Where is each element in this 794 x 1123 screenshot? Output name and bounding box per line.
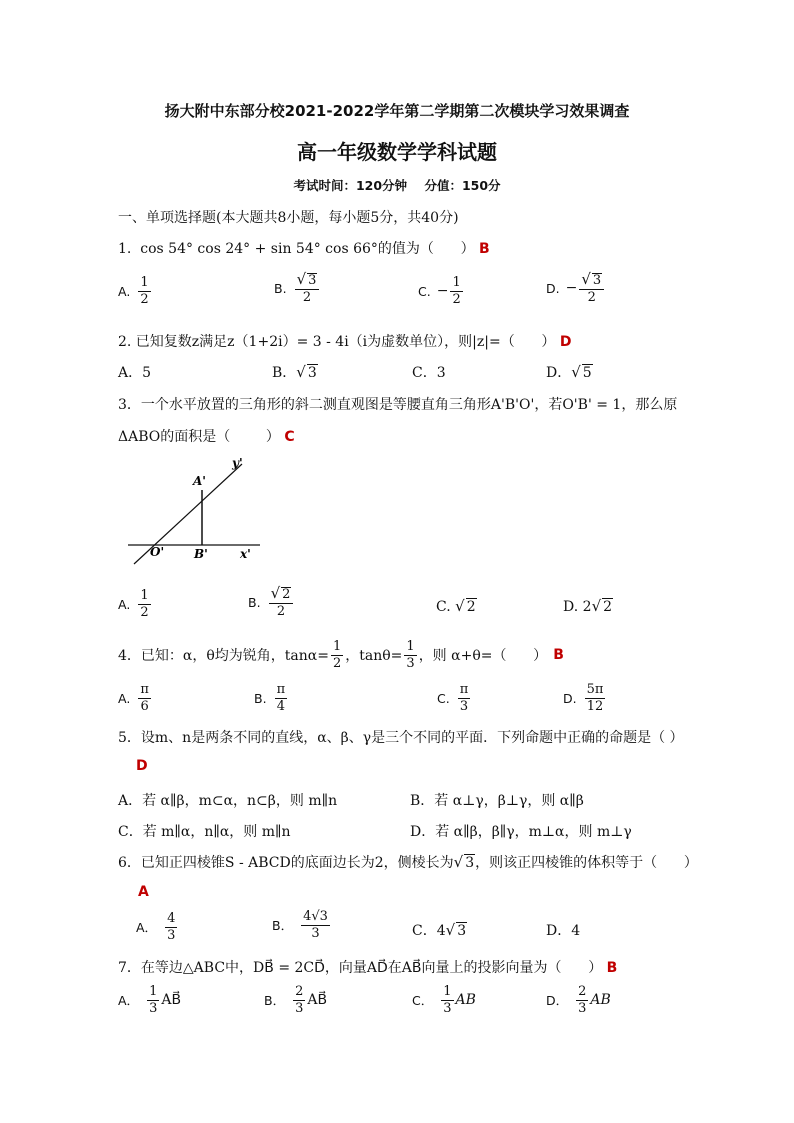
q5-option-a: A．若 α∥β，m⊂α，n⊂β，则 m∥n bbox=[118, 793, 338, 809]
denominator: 3 bbox=[443, 1000, 452, 1016]
numerator: 2 bbox=[295, 984, 304, 999]
question-7 bbox=[118, 957, 617, 977]
denominator: 3 bbox=[167, 927, 176, 943]
q5-option-d: D．若 α∥β，β∥γ，m⊥α，则 m⊥γ bbox=[410, 824, 632, 840]
question-3-line2 bbox=[118, 426, 295, 446]
y-prime-label: y' bbox=[232, 456, 243, 470]
option-label: D． bbox=[546, 993, 569, 1009]
option-label: B. bbox=[254, 690, 267, 706]
question-4 bbox=[118, 640, 564, 670]
q2-option-a: A．5 bbox=[118, 365, 152, 381]
numerator: π bbox=[276, 682, 286, 697]
numerator: 1 bbox=[332, 639, 342, 654]
option-label: D. bbox=[563, 599, 579, 615]
numerator: 1 bbox=[149, 984, 158, 999]
radicand: 3 bbox=[465, 855, 475, 871]
x-prime-label: x' bbox=[240, 547, 251, 561]
option-label: A． bbox=[136, 920, 158, 936]
a-prime-label: A' bbox=[193, 474, 206, 488]
segment-ab: AB bbox=[590, 992, 611, 1009]
option-label: A． bbox=[118, 993, 140, 1009]
denominator: 2 bbox=[587, 289, 596, 305]
numerator: 1 bbox=[452, 275, 461, 290]
question-3-line1: 3．一个水平放置的三角形的斜二测直观图是等腰直角三角形A'B'O'，若O'B' = 1，那么原 bbox=[118, 397, 678, 413]
radical-sign: √ bbox=[453, 853, 464, 871]
option-label: C. bbox=[418, 283, 431, 299]
fraction bbox=[138, 589, 150, 619]
q6-option-b bbox=[272, 910, 332, 940]
option-label: C. bbox=[437, 690, 450, 706]
option-label: D． bbox=[546, 365, 572, 381]
question-5: 5．设m、n是两条不同的直线，α、β、γ是三个不同的平面．下列命题中正确的命题是（ ） bbox=[118, 730, 684, 746]
q1-option-c bbox=[418, 276, 465, 306]
numerator: 1 bbox=[140, 275, 149, 290]
fraction bbox=[269, 586, 294, 618]
denominator: 2 bbox=[302, 289, 312, 305]
answer-mark: B bbox=[479, 241, 490, 257]
denominator: 3 bbox=[149, 1000, 158, 1016]
numerator: 4√3 bbox=[303, 909, 328, 924]
denominator: 3 bbox=[311, 925, 320, 941]
option-label: B． bbox=[272, 365, 297, 381]
radicand: 3 bbox=[457, 923, 467, 939]
numerator: π bbox=[140, 682, 149, 697]
q7-option-a bbox=[118, 985, 181, 1015]
q2-option-c: C．3 bbox=[412, 365, 446, 381]
oblique-projection-figure bbox=[118, 452, 268, 572]
denominator: 3 bbox=[578, 1000, 587, 1016]
q4-option-b bbox=[254, 683, 289, 713]
answer-mark: D bbox=[559, 334, 572, 350]
answer-mark: D bbox=[136, 758, 148, 774]
denominator: 4 bbox=[276, 698, 285, 714]
option-label: A. bbox=[118, 596, 131, 612]
question-stem: 1. cos 54° cos 24° + sin 54° cos 66°的值为（ ） bbox=[118, 241, 475, 257]
fraction bbox=[404, 640, 416, 670]
option-label: B. bbox=[248, 594, 261, 610]
question-6 bbox=[118, 852, 698, 872]
radical-sign: √ bbox=[455, 597, 465, 615]
option-label: B. bbox=[274, 280, 287, 296]
minus-sign: − bbox=[436, 283, 449, 300]
question-stem-part: ，则该正四棱锥的体积等于（ ） bbox=[475, 855, 698, 871]
q2-option-d bbox=[546, 362, 593, 382]
q5-option-c: C．若 m∥α，n∥α，则 m∥n bbox=[118, 824, 291, 840]
q1-option-b bbox=[274, 272, 321, 304]
denominator: 2 bbox=[140, 291, 149, 307]
fraction bbox=[441, 985, 453, 1015]
fraction bbox=[293, 985, 305, 1015]
denominator: 2 bbox=[452, 291, 461, 307]
radical-sign: √ bbox=[445, 921, 456, 939]
coefficient: 2 bbox=[582, 599, 592, 615]
option-label: C．4 bbox=[412, 923, 446, 939]
q4-option-a bbox=[118, 683, 153, 713]
numerator: √ 3 bbox=[295, 272, 320, 290]
numerator: 1 bbox=[140, 588, 149, 603]
question-stem-part: 4．已知：α，θ均为锐角，tanα= bbox=[118, 648, 329, 665]
question-stem: ΔABO的面积是（ ） bbox=[118, 429, 280, 445]
radical-sign: √ bbox=[296, 363, 306, 381]
question-1 bbox=[118, 238, 490, 258]
denominator: 2 bbox=[140, 604, 149, 620]
numerator: 4 bbox=[167, 911, 176, 926]
q3-option-d bbox=[563, 597, 613, 615]
q7-option-b bbox=[264, 985, 327, 1015]
school-header: 扬大附中东部分校2021-2022学年第二学期第二次模块学习效果调查 bbox=[164, 102, 630, 120]
q3-option-a bbox=[118, 589, 153, 619]
q6-option-c bbox=[412, 920, 467, 940]
option-label: A. bbox=[118, 283, 131, 299]
radicand: 2 bbox=[466, 599, 476, 615]
minus-sign: − bbox=[565, 280, 578, 297]
denominator: 2 bbox=[276, 603, 286, 619]
radicand: 2 bbox=[603, 599, 613, 615]
fraction bbox=[576, 985, 588, 1015]
numerator: 5π bbox=[586, 682, 604, 697]
fraction bbox=[165, 912, 177, 942]
q4-option-c bbox=[437, 683, 472, 713]
numerator: 1 bbox=[443, 984, 452, 999]
q1-option-d bbox=[546, 272, 606, 304]
fraction bbox=[138, 683, 151, 713]
question-stem-part: ，tanθ= bbox=[345, 648, 403, 665]
question-stem: 7．在等边△ABC中，DB⃗ = 2CD⃗，向量AD⃗在AB⃗向量上的投影向量为（ ） bbox=[118, 960, 603, 976]
numerator: √ 2 bbox=[269, 586, 294, 604]
radical-sign: √ bbox=[571, 363, 581, 381]
q5-option-b: B．若 α⊥γ，β⊥γ，则 α∥β bbox=[410, 793, 584, 809]
denominator: 12 bbox=[586, 698, 604, 714]
q1-option-a bbox=[118, 276, 153, 306]
numerator: 2 bbox=[578, 984, 587, 999]
question-2 bbox=[118, 331, 571, 351]
fraction bbox=[331, 640, 343, 670]
q3-option-c bbox=[436, 597, 477, 615]
question-stem: 2. 已知复数z满足z（1+2i）= 3 - 4i（i为虚数单位），则|z|=（ ） bbox=[118, 334, 556, 350]
fraction bbox=[450, 276, 462, 306]
option-label: D. bbox=[546, 280, 560, 296]
numerator: √ 3 bbox=[579, 272, 604, 290]
radical-sign: √ bbox=[591, 597, 602, 615]
o-prime-label: O' bbox=[150, 545, 165, 559]
exam-meta: 考试时间：120分钟 分值：150分 bbox=[293, 178, 501, 193]
vector-ab: AB⃗ bbox=[161, 992, 182, 1009]
fraction bbox=[147, 985, 159, 1015]
answer-mark: B bbox=[606, 960, 618, 976]
exam-title: 高一年级数学学科试题 bbox=[297, 140, 497, 164]
denominator: 3 bbox=[406, 655, 415, 671]
fraction bbox=[579, 272, 604, 304]
denominator: 3 bbox=[459, 698, 469, 714]
q6-option-d: D．4 bbox=[546, 923, 581, 939]
option-label: B． bbox=[264, 993, 286, 1009]
q6-option-a bbox=[136, 912, 179, 942]
radicand: 5 bbox=[582, 365, 592, 381]
question-stem-part: 6．已知正四棱锥S - ABCD的底面边长为2，侧棱长为 bbox=[118, 855, 454, 871]
fraction bbox=[295, 272, 320, 304]
denominator: 6 bbox=[140, 698, 149, 714]
option-label: A. bbox=[118, 690, 131, 706]
b-prime-label: B' bbox=[194, 547, 208, 561]
segment-ab: AB bbox=[455, 992, 476, 1009]
denominator: 2 bbox=[332, 655, 342, 671]
option-label: B． bbox=[272, 918, 294, 934]
vector-ab: AB⃗ bbox=[307, 992, 328, 1009]
denominator: 3 bbox=[295, 1000, 304, 1016]
q4-option-d bbox=[563, 683, 607, 713]
q7-option-c bbox=[412, 985, 476, 1015]
fraction bbox=[458, 683, 471, 713]
q7-option-d bbox=[546, 985, 611, 1015]
radicand: 3 bbox=[307, 365, 317, 381]
fraction bbox=[301, 910, 330, 940]
fraction bbox=[138, 276, 150, 306]
fraction bbox=[275, 683, 288, 713]
answer-mark: A bbox=[138, 884, 149, 900]
section-heading: 一、单项选择题(本大题共8小题，每小题5分，共40分) bbox=[118, 210, 459, 226]
option-label: D. bbox=[563, 690, 577, 706]
numerator: π bbox=[459, 682, 469, 697]
answer-mark: C bbox=[284, 429, 295, 445]
answer-mark: B bbox=[553, 647, 564, 664]
fraction bbox=[585, 683, 606, 713]
option-label: C． bbox=[412, 993, 434, 1009]
numerator: 1 bbox=[406, 639, 415, 654]
q3-option-b bbox=[248, 586, 295, 618]
q2-option-b bbox=[272, 362, 318, 382]
question-stem-part: ，则 α+θ=（ ） bbox=[418, 648, 548, 665]
option-label: C. bbox=[436, 599, 451, 615]
